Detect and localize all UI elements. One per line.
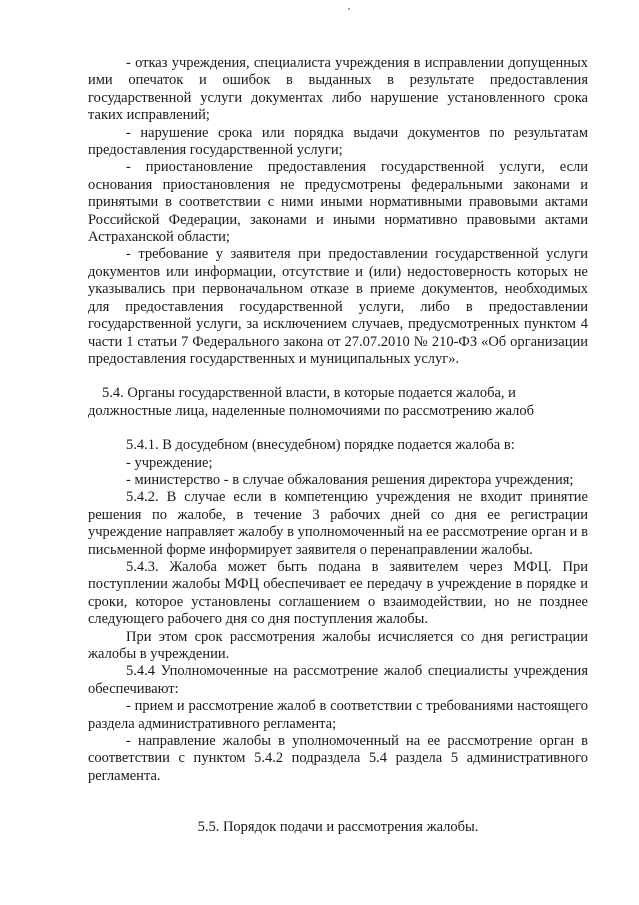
- section-heading-5-4: 5.4. Органы государственной власти, в которые подается жалоба, и должностные лица, наделенные полномочиями по рассмотрению жалоб: [88, 385, 535, 419]
- spacer: [88, 802, 588, 819]
- paragraph-registration-term: При этом срок рассмотрения жалобы исчисляется со дня регистрации жалобы в учреждении.: [88, 628, 588, 662]
- spacer: [88, 420, 588, 437]
- list-item-redirection: - направление жалобы в уполномоченный на ее рассмотрение орган в соответствии с пунктом 5.4.2 подраздела 5.4 раздела 5 административного регламента.: [88, 733, 588, 784]
- paragraph-5-4-2: 5.4.2. В случае если в компетенцию учреждения не входит принятие решения по жалобе, в течение 3 рабочих дней со дня ее регистрации учреждение направляет жалобу в уполномоченный на ее рассмотрение орган и в письменной форме информирует заявителя о перенаправлении жалобы.: [88, 489, 588, 558]
- spacer: [88, 785, 588, 802]
- list-item-reception: - прием и рассмотрение жалоб в соответствии с требованиями настоящего раздела административного регламента;: [88, 698, 588, 732]
- paragraph-refusal-to-correct: - отказ учреждения, специалиста учреждения в исправлении допущенных ими опечаток и ошибок в выданных в результате предоставления государственной услуги документах либо нарушение установленного срока таких исправлений;: [88, 55, 588, 124]
- document-page: [88, 55, 588, 837]
- scan-speck: [348, 8, 350, 10]
- spacer: [88, 368, 588, 385]
- paragraph-suspension: - приостановление предоставления государственной услуги, если основания приостановления не предусмотрены федеральными законами и принятыми в соответствии с ними иными нормативными правовыми актами Российской Федерации, законами и иными нормативно правовыми актами Астраханской области;: [88, 159, 588, 246]
- paragraph-deadline-violation: - нарушение срока или порядка выдачи документов по результатам предоставления государственной услуги;: [88, 124, 588, 159]
- paragraph-5-4-3: 5.4.3. Жалоба может быть подана в заявителем через МФЦ. При поступлении жалобы МФЦ обеспечивает ее передачу в учреждение в порядке и сроки, которое установлены соглашением о взаимодействии, но не позднее следующего рабочего дня со дня поступления жалобы.: [88, 558, 588, 628]
- paragraph-document-requirement: - требование у заявителя при предоставлении государственной услуги документов или информации, отсутствие и (или) недостоверность которых не указывались при первоначальном отказе в приеме документов, необходимых для предоставления государственной услуги, либо в предоставлении государственной услуги, за исключением случаев, предусмотренных пунктом 4 части 1 статьи 7 Федерального закона от 27.07.2010 № 210-ФЗ «Об организации предоставления государственных и муниципальных услуг».: [88, 246, 588, 367]
- paragraph-5-4-1: 5.4.1. В досудебном (внесудебном) порядке подается жалоба в:: [126, 437, 515, 454]
- paragraph-5-4-4: 5.4.4 Уполномоченные на рассмотрение жалоб специалисты учреждения обеспечивают:: [88, 663, 588, 697]
- list-item-institution: - учреждение;: [126, 454, 213, 471]
- list-item-ministry: - министерство - в случае обжалования решения директора учреждения;: [126, 471, 574, 488]
- section-heading-5-5: 5.5. Порядок подачи и рассмотрения жалобы.: [197, 819, 479, 836]
